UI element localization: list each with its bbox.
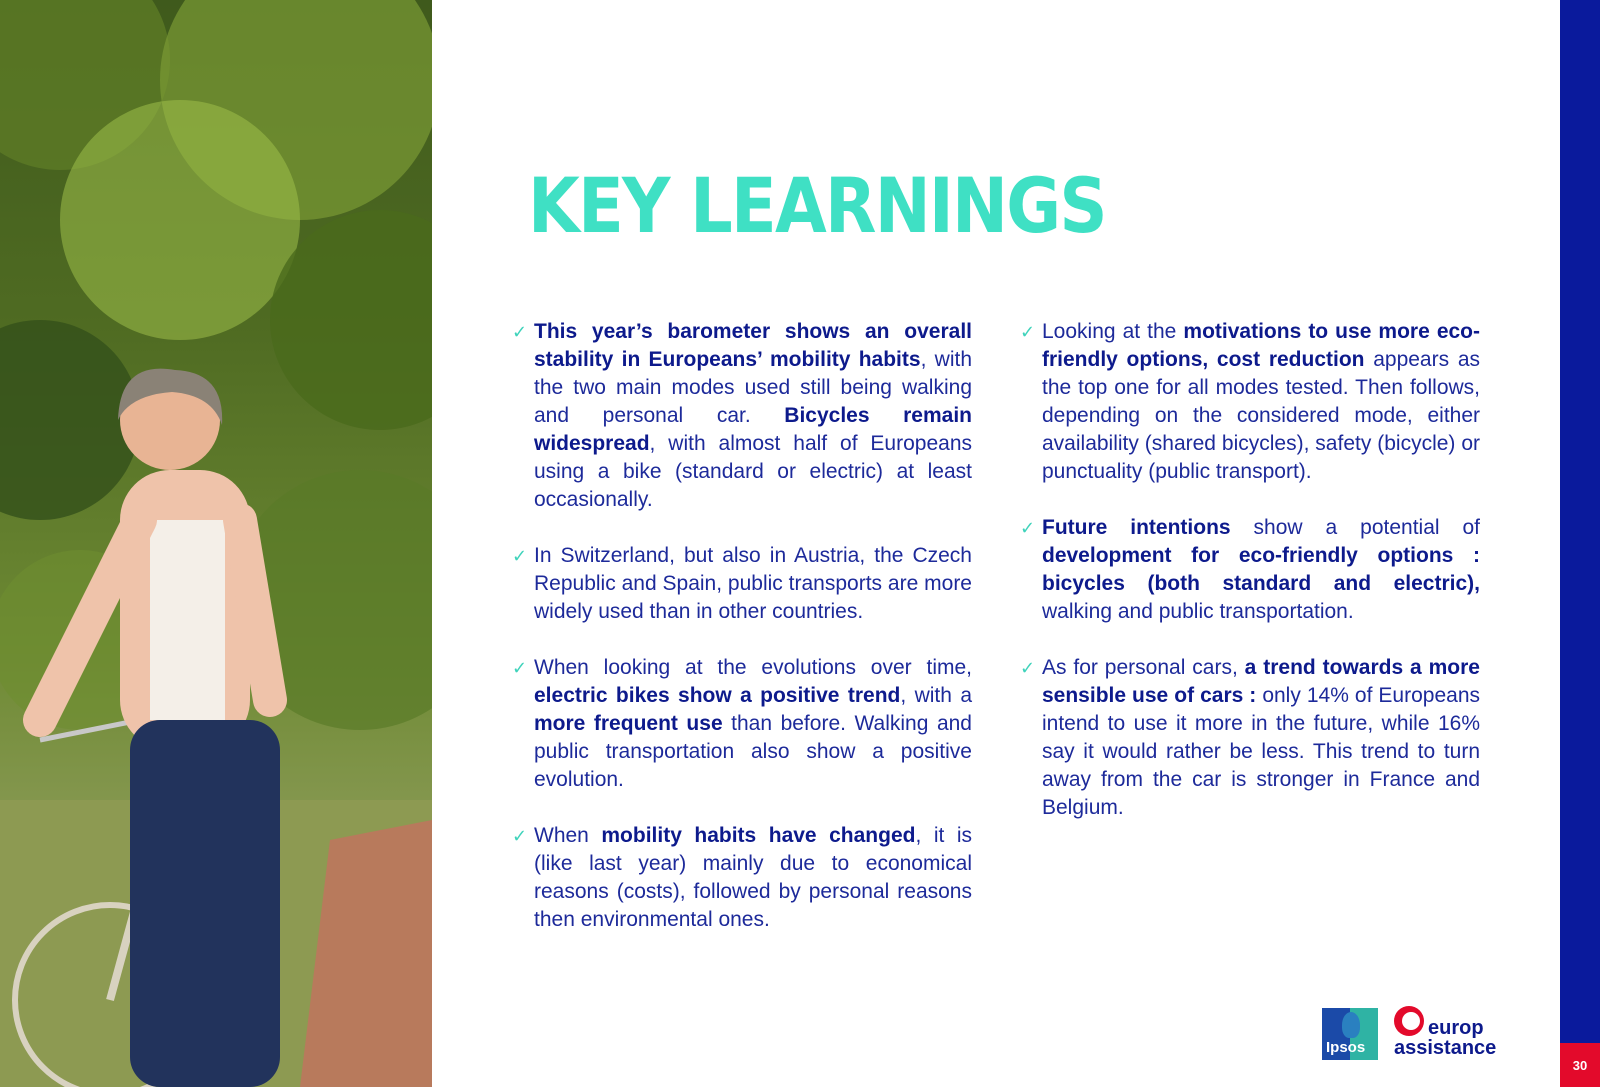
body-text: , it is (like last year) mainly due to economical reasons (costs), followed by personal reasons then environmental ones. — [534, 824, 972, 931]
body-text: , with the two main modes used still being walking and personal car. — [534, 348, 973, 427]
body-text: Looking at the — [1042, 320, 1184, 343]
body-text: appears as the top one for all modes tested. Then follows, depending on the considered mode, either availability (shared bicycles), safety (bicycle) or punctuality (public transport). — [1042, 348, 1480, 483]
body-text: , with almost half of Europeans using a bike (standard or electric) at least occasionally. — [534, 432, 972, 511]
key-learning-item — [1020, 318, 1480, 486]
bold-text: development for eco-friendly options : bicycles (both standard and electric), — [1042, 544, 1480, 595]
left-column — [512, 318, 972, 962]
hero-photo — [0, 0, 432, 1087]
ipsos-face-icon — [1342, 1012, 1360, 1038]
bold-text: Future intentions — [1042, 516, 1231, 539]
ipsos-logo-text: Ipsos — [1326, 1039, 1366, 1056]
right-column — [1020, 318, 1480, 850]
key-learning-item — [512, 822, 972, 934]
bold-text: more frequent use — [534, 712, 723, 735]
europ-assistance-mark-icon — [1394, 1006, 1424, 1036]
body-text: In Switzerland, but also in Austria, the Czech Republic and Spain, public transports are more widely used than in other countries. — [534, 544, 972, 623]
body-text: show a potential of — [1230, 516, 1480, 539]
bold-text: a trend towards a more sensible use of cars : — [1042, 656, 1480, 707]
key-learning-item — [512, 542, 972, 626]
body-text: only 14% of Europeans intend to use it more in the future, while 16% say it would rather be less. This trend to turn away from the car is stronger in France and Belgium. — [1042, 684, 1481, 819]
body-text: When looking at the evolutions over time, — [534, 656, 972, 679]
bold-text: mobility habits have changed — [601, 824, 916, 847]
bold-text: This year’s barometer shows an overall stability in Europeans’ mobility habits — [534, 320, 972, 371]
body-text: walking and public transportation. — [1042, 600, 1354, 623]
ipsos-logo — [1322, 1008, 1378, 1060]
page-title: KEY LEARNINGS — [528, 161, 1106, 250]
checkmark-icon: ✓ — [1020, 322, 1036, 342]
page-number: 30 — [1560, 1043, 1600, 1087]
body-text: As for personal cars, — [1042, 656, 1245, 679]
checkmark-icon: ✓ — [512, 658, 528, 678]
side-stripe — [1560, 0, 1600, 1087]
body-text: than before. Walking and public transportation also show a positive evolution. — [534, 712, 972, 791]
bold-text: electric bikes show a positive trend — [534, 684, 901, 707]
checkmark-icon: ✓ — [1020, 518, 1036, 538]
checkmark-icon: ✓ — [1020, 658, 1036, 678]
checkmark-icon: ✓ — [512, 546, 528, 566]
checkmark-icon: ✓ — [512, 826, 528, 846]
key-learning-item — [1020, 654, 1480, 822]
key-learning-item — [1020, 514, 1480, 626]
europ-assistance-line2: assistance — [1394, 1037, 1497, 1059]
europ-assistance-logo — [1394, 1004, 1497, 1062]
bold-text: motivations to use more eco-friendly options, cost reduction — [1042, 320, 1480, 371]
europ-assistance-line1: europ — [1428, 1017, 1484, 1039]
key-learning-item — [512, 654, 972, 794]
body-text: , with a — [900, 684, 972, 707]
key-learning-item — [512, 318, 972, 514]
woman-riding-bicycle-photo — [0, 0, 432, 1087]
body-text: When — [534, 824, 602, 847]
checkmark-icon: ✓ — [512, 322, 528, 342]
bold-text: Bicycles remain widespread — [534, 404, 972, 455]
